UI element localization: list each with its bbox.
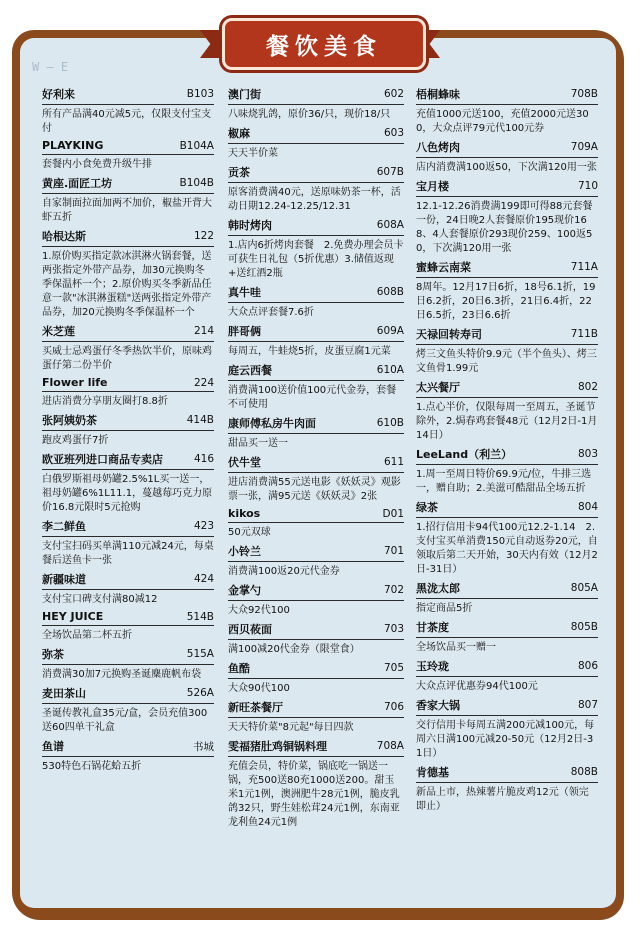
restaurant-name: 鱼谱 [42,740,64,753]
promotion-text: 交行信用卡每周五满200元减100元，每周六日满100元减20-50元（12月2日-31日） [416,720,595,759]
promotion-text: 全场饮品买一赠一 [416,642,496,653]
restaurant-header [416,580,598,599]
restaurant-header [416,446,598,465]
restaurant-entry [42,738,214,774]
promotion-text: 甜品买一送一 [228,438,288,449]
restaurant-name: 贡茶 [228,166,250,179]
restaurant-name: 香家大锅 [416,699,460,712]
restaurant-header [416,259,598,278]
shop-number: 807 [577,699,598,711]
restaurant-header [228,125,404,144]
shop-number: 802 [577,381,598,393]
restaurant-entry [228,582,404,618]
restaurant-name: 胖哥俩 [228,325,261,338]
restaurant-entry [416,764,598,814]
restaurant-entry [416,139,598,175]
promotion-text: 1.周一至周日特价69.9元/位，牛排三选一，赠自助；2.美滋可酷甜品全场五折 [416,469,592,494]
shop-number: 610A [376,364,404,376]
restaurant-entry [42,610,214,643]
restaurant-name: 黑泷太郎 [416,582,460,595]
promotion-text: 消费满30加7元换购圣诞麋鹿帆布袋 [42,669,202,680]
restaurant-entry [42,323,214,373]
promotion-text: 天天特价菜"8元起"每日四款 [228,722,354,733]
shop-number: 805A [570,582,598,594]
restaurant-entry [228,738,404,830]
restaurant-entry [42,175,214,225]
restaurant-name: PLAYKING [42,139,104,152]
promotion-text: 消费满100返20元代金券 [228,566,340,577]
restaurant-header [228,660,404,679]
shop-number: 书城 [193,740,214,753]
shop-number: 708A [376,740,404,752]
restaurant-header [42,175,214,194]
restaurant-header [42,451,214,470]
restaurant-name: 张阿姨奶茶 [42,414,97,427]
restaurant-name: 天禄回转寿司 [416,328,482,341]
restaurant-entry [228,217,404,281]
promotion-text: 8周年。12月17日6折，18号6.1折，19日6.2折，20日6.3折，21日6.4折，22日6.5折，23日6.6折 [416,282,596,321]
promotion-text: 50元双球 [228,527,271,538]
shop-number: 805B [570,621,598,633]
shop-number: 804 [577,501,598,513]
promotion-text: 店内消费满100返50，下次满120用一张 [416,162,597,173]
column-2 [228,86,404,833]
promotion-text: 支付宝扫码买单满110元减24元，每桌餐后送鱼卡一张 [42,541,214,566]
promotion-text: 大众点评套餐7.6折 [228,307,314,318]
promotion-text: 1.店内6折烤肉套餐 2.免费办理会员卡可获生日礼包（5折优惠）3.储值返现+送红酒2瓶 [228,240,404,279]
restaurant-name: 康师傅私房牛肉面 [228,417,316,430]
restaurant-entry [416,658,598,694]
promotion-text: 新品上市，热辣薯片脆皮鸡12元（领完即止） [416,787,589,812]
restaurant-name: 梧桐蜂味 [416,88,460,101]
restaurant-name: 韩时烤肉 [228,219,272,232]
restaurant-entry [228,543,404,579]
shop-number: 710 [577,180,598,192]
promotion-text: 大众90代100 [228,683,290,694]
promotion-text: 满100减20代金券（限堂食） [228,644,360,655]
shop-number: 711A [570,261,598,273]
shop-number: D01 [382,507,404,520]
restaurant-name: 雯福猪肚鸡铜锅料理 [228,740,327,753]
restaurant-header [42,646,214,665]
restaurant-entry [42,228,214,320]
shop-number: 711B [570,328,598,340]
restaurant-entry [416,697,598,761]
restaurant-entry [416,178,598,256]
restaurant-entry [42,646,214,682]
promotion-text: 大众点评优惠券94代100元 [416,681,538,692]
shop-number: 705 [383,662,404,674]
restaurant-header [228,507,404,523]
promotion-text: 每周五，牛蛙烧5折，皮蛋豆腐1元菜 [228,346,391,357]
restaurant-header [228,362,404,381]
restaurant-entry [42,451,214,515]
promotion-text: 买威士忌鸡蛋仔冬季热饮半价，原味鸡蛋仔第二份半价 [42,346,212,371]
promotion-text: 充值会员，特价菜，锅底吃一锅送一锅，充500送80充1000送200。甜玉米1元1例，澳洲肥牛28元1例，脆皮乳鸽32只，野生娃松茸24元1例，东南亚龙利鱼24元1例 [228,761,400,828]
restaurant-entry [228,86,404,122]
promotion-text: 原客消费满40元，送原味奶茶一杯，活动日期12.24-12.25/12.31 [228,187,401,212]
shop-number: 603 [383,127,404,139]
restaurant-entry [42,86,214,136]
promotion-text: 大众92代100 [228,605,290,616]
restaurant-header [228,454,404,473]
shop-number: 608A [376,219,404,231]
restaurant-header [416,139,598,158]
restaurant-entry [228,507,404,540]
restaurant-entry [228,621,404,657]
restaurant-name: 甘茶度 [416,621,449,634]
shop-number: 808B [570,766,598,778]
restaurant-entry [228,125,404,161]
restaurant-name: kikos [228,507,261,520]
restaurant-name: 欧亚班列进口商品专卖店 [42,453,163,466]
restaurant-header [228,323,404,342]
restaurant-name: 黄座.面匠工坊 [42,177,113,190]
shop-number: 608B [376,286,404,298]
restaurant-name: 新旺茶餐厅 [228,701,283,714]
restaurant-name: 新疆味道 [42,573,86,586]
restaurant-entry [42,412,214,448]
shop-number: 609A [376,325,404,337]
restaurant-name: 真牛哇 [228,286,261,299]
restaurant-header [416,499,598,518]
restaurant-header [42,571,214,590]
restaurant-header [42,518,214,537]
restaurant-entry [416,446,598,496]
restaurant-header [228,284,404,303]
shop-number: 602 [383,88,404,100]
promotion-text: 圣诞传教礼盒35元/盒，会员充值300送60四单干礼盒 [42,708,208,733]
restaurant-header [42,139,214,155]
restaurant-name: HEY JUICE [42,610,104,623]
shop-number: 709A [570,141,598,153]
promotion-text: 1.点心半价，仅限每周一至周五，圣诞节除外，2.焗春鸡套餐48元（12月2日-1月14日） [416,402,598,441]
restaurant-header [42,685,214,704]
restaurant-name: 好利来 [42,88,75,101]
restaurant-entry [228,699,404,735]
restaurant-entry [228,454,404,504]
restaurant-entry [416,326,598,376]
restaurant-name: 宝月楼 [416,180,449,193]
restaurant-name: 哈根达斯 [42,230,86,243]
shop-number: 708B [570,88,598,100]
promotion-text: 进店消费满55元送电影《妖妖灵》观影票一张，满95元送《妖妖灵》2张 [228,477,401,502]
shop-number: 423 [193,520,214,532]
restaurant-name: 太兴餐厅 [416,381,460,394]
shop-number: 214 [193,325,214,337]
restaurant-entry [42,518,214,568]
shop-number: 515A [186,648,214,660]
shop-number: 514B [186,610,214,623]
restaurant-name: 伏牛堂 [228,456,261,469]
restaurant-entry [42,376,214,409]
shop-number: 416 [193,453,214,465]
promotion-text: 进店消费分享朋友圈打8.8折 [42,396,168,407]
restaurant-name: 鱼酷 [228,662,250,675]
promotion-text: 12.1-12.26消费满199即可得88元套餐一份，24日晚2人套餐原价195现价168、4人套餐原价293现价259、100返50，下次满120用一张 [416,201,593,254]
restaurant-header [42,323,214,342]
restaurant-header [416,178,598,197]
shop-number: 122 [193,230,214,242]
restaurant-entry [228,164,404,214]
shop-number: B104A [179,139,214,152]
shop-number: 611 [383,456,404,468]
restaurant-name: 澳门街 [228,88,261,101]
restaurant-name: 庭云西餐 [228,364,272,377]
restaurant-name: 绿茶 [416,501,438,514]
title-ribbon [222,18,426,70]
restaurant-name: 小铃兰 [228,545,261,558]
promotion-text: 所有产品满40元减5元，仅限支付宝支付 [42,109,212,134]
restaurant-entry [416,580,598,616]
restaurant-header [416,658,598,677]
restaurant-header [416,86,598,105]
restaurant-entry [416,499,598,577]
restaurant-header [416,697,598,716]
restaurant-name: 麦田茶山 [42,687,86,700]
restaurant-name: 肯德基 [416,766,449,779]
promotion-text: 自家制面拉面加两不加价，椒盐开背大虾五折 [42,198,212,223]
restaurant-entry [416,619,598,655]
restaurant-header [42,228,214,247]
shop-number: 424 [193,573,214,585]
restaurant-entry [416,379,598,443]
restaurant-header [228,582,404,601]
shop-number: B103 [186,88,214,100]
promotion-text: 支付宝口碑支付满80减12 [42,594,158,605]
shop-number: 610B [376,417,404,429]
restaurant-name: 椒麻 [228,127,250,140]
promotion-text: 全场饮品第二杯五折 [42,630,132,641]
restaurant-header [42,412,214,431]
restaurant-name: 玉玲珑 [416,660,449,673]
shop-number: 607B [376,166,404,178]
promotion-text: 1.招行信用卡94代100元12.2-1.14 2.支付宝买单消费150元自动返券20元，自领取后第二天开始，30天内有效（12月2日-31日） [416,522,598,575]
restaurant-entry [416,259,598,323]
promotion-text: 八味烧乳鸽，原价36/只，现价18/只 [228,109,391,120]
restaurant-header [228,621,404,640]
restaurant-header [42,376,214,392]
restaurant-header [42,86,214,105]
restaurant-entry [228,284,404,320]
restaurant-header [416,326,598,345]
promotion-text: 指定商品5折 [416,603,473,614]
restaurant-entry [42,685,214,735]
shop-number: 526A [186,687,214,699]
shop-number: 703 [383,623,404,635]
restaurant-header [416,764,598,783]
restaurant-name: 李二鲜鱼 [42,520,86,533]
promotion-text: 消费满100送价值100元代金券，套餐不可使用 [228,385,397,410]
restaurant-header [42,610,214,626]
restaurant-name: LeeLand（利兰） [416,448,513,461]
shop-number: 702 [383,584,404,596]
shop-number: 803 [577,448,598,460]
restaurant-header [42,738,214,757]
column-3 [416,86,598,817]
restaurant-entry [228,362,404,412]
shop-number: 701 [383,545,404,557]
promotion-text: 充值1000元送100，充值2000元送300，大众点评79元代100元券 [416,109,589,134]
compass-rose: W — E [32,60,69,74]
restaurant-header [228,415,404,434]
restaurant-header [228,699,404,718]
restaurant-entry [42,139,214,172]
promotion-text: 天天半价菜 [228,148,278,159]
column-1 [42,86,214,777]
restaurant-entry [42,571,214,607]
restaurant-name: 弥茶 [42,648,64,661]
shop-number: 806 [577,660,598,672]
restaurant-name: 金掌勺 [228,584,261,597]
restaurant-entry [228,415,404,451]
promotion-text: 白俄罗斯祖母奶罐2.5%1L买一送一，祖母奶罐6%1L11.1，蔓越莓巧克力原价16.8元限时5元抢购 [42,474,213,513]
restaurant-header [228,543,404,562]
page-title: 餐饮美食 [266,33,382,60]
restaurant-header [228,738,404,757]
restaurant-name: 米芝莲 [42,325,75,338]
promotion-text: 套餐内小食免费升级牛排 [42,159,152,170]
restaurant-header [228,86,404,105]
promotion-text: 烤三文鱼头特价9.9元（半个鱼头）、烤三文鱼骨1.99元 [416,349,597,374]
restaurant-header [228,164,404,183]
restaurant-entry [228,323,404,359]
restaurant-entry [416,86,598,136]
restaurant-header [228,217,404,236]
shop-number: 414B [186,414,214,426]
promotion-text: 1.原价购买指定款冰淇淋火锅套餐，送两张指定外带产品券，加30元换购冬季保温杯一个；2.原价购买冬季新品任意一款"冰淇淋蛋糕"送两张指定外带产品券，加20元换购冬季保温杯一个 [42,251,212,318]
shop-number: B104B [179,177,214,189]
shop-number: 706 [383,701,404,713]
restaurant-name: 蜜蜂云南菜 [416,261,471,274]
restaurant-header [416,379,598,398]
restaurant-name: 西贝莜面 [228,623,272,636]
restaurant-entry [228,660,404,696]
shop-number: 224 [193,376,214,389]
restaurant-header [416,619,598,638]
promotion-text: 530特色石锅花蛤五折 [42,761,142,772]
promotion-text: 跑皮鸡蛋仔7折 [42,435,109,446]
restaurant-name: 八色烤肉 [416,141,460,154]
restaurant-name: Flower life [42,376,108,389]
